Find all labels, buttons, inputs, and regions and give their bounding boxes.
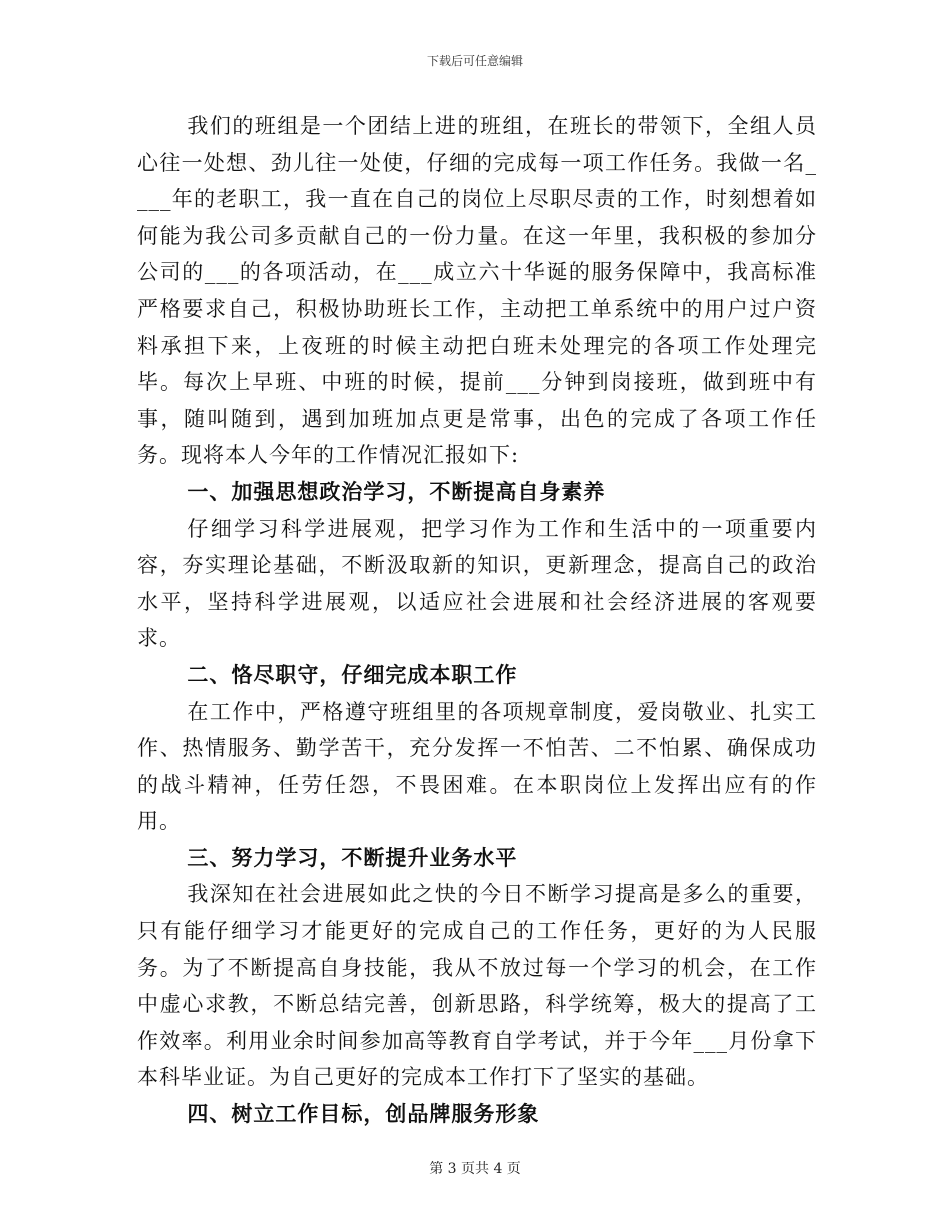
page-header-note: 下载后可任意编辑 (426, 54, 523, 68)
section-1-heading: 一、加强思想政治学习，不断提高自身素养 (187, 478, 606, 504)
document-body (137, 108, 817, 1133)
section-3-paragraph: 我深知在社会进展如此之快的今日不断学习提高是多么的重要，只有能仔细学习才能更好的完成自己的工作任务，更好的为人民服务。为了不断提高自身技能，我从不放过每一个学习的机会，在工作中虚心求教，不断总结完善，创新思路，科学统筹，极大的提高了工作效率。利用业余时间参加高等教育自学考试，并于今年___月份拿下本科毕业证。为自己更好的完成本工作打下了坚实的基础。 (137, 882, 817, 1090)
section-1-paragraph: 仔细学习科学进展观，把学习作为工作和生活中的一项重要内容，夯实理论基础，不断汲取新的知识，更新理念，提高自己的政治水平，坚持科学进展观，以适应社会进展和社会经济进展的客观要求。 (137, 516, 817, 651)
page-number: 第 3 页共 4 页 (429, 1161, 521, 1177)
section-2-paragraph: 在工作中，严格遵守班组里的各项规章制度，爱岗敬业、扎实工作、热情服务、勤学苦干，充分发挥一不怕苦、二不怕累、确保成功的战斗精神，任劳任怨，不畏困难。在本职岗位上发挥出应有的作用。 (137, 699, 817, 834)
section-4-heading: 四、树立工作目标，创品牌服务形象 (187, 1101, 540, 1127)
section-2-heading: 二、恪尽职守，仔细完成本职工作 (187, 661, 518, 687)
intro-paragraph: 我们的班组是一个团结上进的班组，在班长的带领下，全组人员心往一处想、劲儿往一处使，仔细的完成每一项工作任务。我做一名____年的老职工，我一直在自己的岗位上尽职尽责的工作，时刻想着如何能为我公司多贡献自己的一份力量。在这一年里，我积极的参加分公司的___的各项活动，在___成立六十华诞的服务保障中，我高标准严格要求自己，积极协助班长工作，主动把工单系统中的用户过户资料承担下来，上夜班的时候主动把白班未处理完的各项工作处理完毕。每次上早班、中班的时候，提前___分钟到岗接班，做到班中有事，随叫随到，遇到加班加点更是常事，出色的完成了各项工作任务。现将本人今年的工作情况汇报如下: (137, 114, 817, 468)
section-3-heading: 三、努力学习，不断提升业务水平 (187, 844, 518, 870)
